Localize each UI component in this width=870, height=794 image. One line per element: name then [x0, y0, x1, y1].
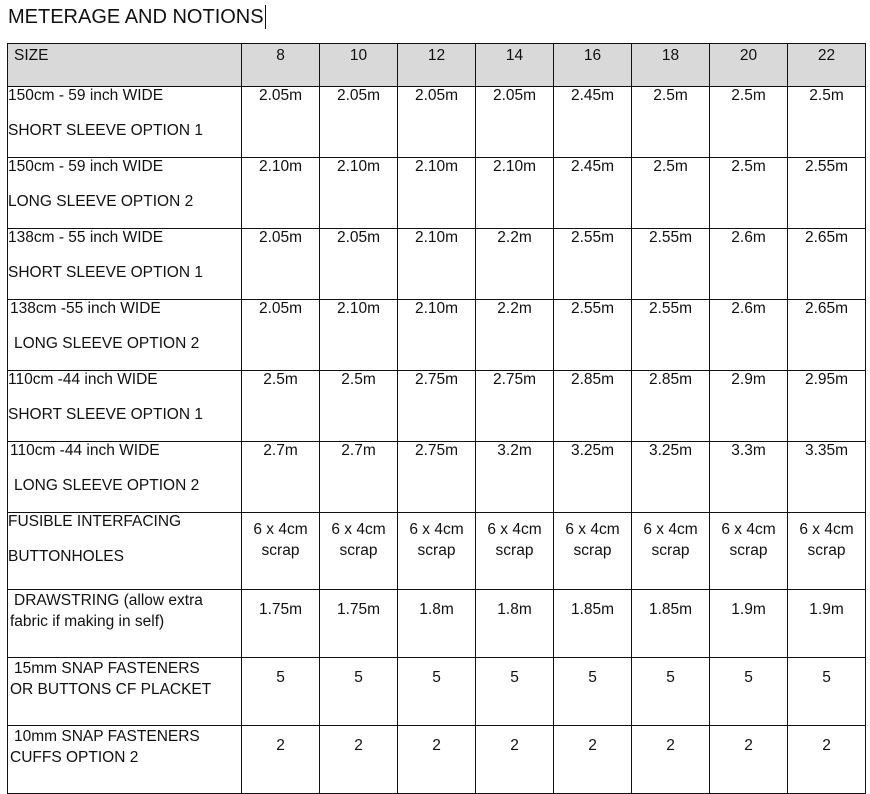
table-cell: 2.45m	[554, 87, 632, 158]
table-cell: 5	[476, 658, 554, 726]
table-cell: 2.85m	[554, 371, 632, 442]
cell-line: scrap	[651, 542, 690, 559]
table-cell	[242, 513, 320, 590]
table-cell: 2.5m	[320, 371, 398, 442]
header-cell: SIZE	[8, 44, 242, 87]
table-cell: 2.05m	[242, 300, 320, 371]
row-label-line: 15mm SNAP FASTENERS	[14, 660, 200, 677]
cell-line: scrap	[807, 542, 846, 559]
table-cell: 2.65m	[788, 300, 866, 371]
table-cell: 2	[476, 726, 554, 794]
cell-line: scrap	[573, 542, 612, 559]
row-label-line: FUSIBLE INTERFACING	[8, 513, 182, 530]
page-title: METERAGE AND NOTIONS	[8, 5, 264, 28]
table-cell: 1.8m	[398, 590, 476, 658]
table-cell: 5	[242, 658, 320, 726]
header-cell: 14	[476, 44, 554, 87]
row-label-line: 138cm -55 inch WIDE	[10, 300, 161, 317]
table-cell: 2.7m	[242, 442, 320, 513]
row-label-line: LONG SLEEVE OPTION 2	[14, 477, 200, 494]
table-cell: 2.5m	[632, 158, 710, 229]
table-cell: 1.75m	[320, 590, 398, 658]
cell-line: scrap	[261, 542, 300, 559]
cell-line: scrap	[729, 542, 768, 559]
table-cell: 2	[320, 726, 398, 794]
table-row	[8, 229, 866, 300]
table-cell: 2.45m	[554, 158, 632, 229]
table-cell: 2.05m	[320, 229, 398, 300]
row-label-line: 10mm SNAP FASTENERS	[14, 728, 200, 745]
table-cell: 2.2m	[476, 229, 554, 300]
table-cell: 2.7m	[320, 442, 398, 513]
row-label	[8, 726, 242, 794]
row-label	[8, 442, 242, 513]
table-cell: 2.2m	[476, 300, 554, 371]
table-cell: 5	[710, 658, 788, 726]
row-label	[8, 513, 242, 590]
cell-line: 6 x 4cm	[643, 521, 698, 538]
row-label-line: LONG SLEEVE OPTION 2	[8, 193, 194, 210]
table-cell: 2.75m	[398, 371, 476, 442]
table-cell: 2.05m	[242, 229, 320, 300]
header-cell: 22	[788, 44, 866, 87]
table-row	[8, 658, 866, 726]
cell-line: scrap	[495, 542, 534, 559]
table-cell: 2.65m	[788, 229, 866, 300]
row-label-line: DRAWSTRING (allow extra	[14, 592, 203, 609]
table-cell: 2.6m	[710, 229, 788, 300]
text-cursor	[265, 5, 266, 29]
row-label-line: SHORT SLEEVE OPTION 1	[8, 122, 203, 139]
table-cell: 2.05m	[398, 87, 476, 158]
table-cell: 1.9m	[710, 590, 788, 658]
table-cell: 2.5m	[632, 87, 710, 158]
table-cell: 2.05m	[242, 87, 320, 158]
table-cell: 5	[398, 658, 476, 726]
table-cell: 2.10m	[398, 158, 476, 229]
cell-line: 6 x 4cm	[253, 521, 308, 538]
table-cell: 2	[398, 726, 476, 794]
row-label-line: OR BUTTONS CF PLACKET	[10, 681, 212, 698]
table-cell: 2.6m	[710, 300, 788, 371]
table-cell: 2.5m	[710, 87, 788, 158]
row-label	[8, 658, 242, 726]
table-cell: 2.10m	[398, 300, 476, 371]
table-cell: 2.95m	[788, 371, 866, 442]
table-row	[8, 158, 866, 229]
table-cell: 3.25m	[632, 442, 710, 513]
table-cell: 2.9m	[710, 371, 788, 442]
row-label	[8, 371, 242, 442]
table-cell: 2.10m	[476, 158, 554, 229]
row-label-line: 110cm -44 inch WIDE	[8, 371, 158, 388]
table-cell: 2.55m	[632, 229, 710, 300]
table-row	[8, 726, 866, 794]
row-label-line: SHORT SLEEVE OPTION 1	[8, 264, 203, 281]
table-cell: 2.55m	[632, 300, 710, 371]
title-area[interactable]	[8, 4, 266, 30]
table-cell: 5	[788, 658, 866, 726]
cell-line: 6 x 4cm	[721, 521, 776, 538]
table-row	[8, 300, 866, 371]
table-cell: 2.5m	[788, 87, 866, 158]
table-cell: 2.5m	[242, 371, 320, 442]
table-cell: 3.3m	[710, 442, 788, 513]
meterage-table	[7, 43, 866, 794]
table-cell: 3.25m	[554, 442, 632, 513]
row-label-line: 150cm - 59 inch WIDE	[8, 87, 164, 104]
cell-line: 6 x 4cm	[565, 521, 620, 538]
header-cell: 18	[632, 44, 710, 87]
row-label-line: 110cm -44 inch WIDE	[10, 442, 160, 459]
table-cell: 2.10m	[320, 158, 398, 229]
table-cell: 1.75m	[242, 590, 320, 658]
table-row	[8, 513, 866, 590]
row-label	[8, 158, 242, 229]
row-label-line: 150cm - 59 inch WIDE	[8, 158, 164, 175]
table-cell: 1.85m	[632, 590, 710, 658]
row-label	[8, 590, 242, 658]
table-cell: 2.10m	[242, 158, 320, 229]
header-cell: 20	[710, 44, 788, 87]
table-cell	[398, 513, 476, 590]
row-label	[8, 229, 242, 300]
header-cell: 16	[554, 44, 632, 87]
table-cell: 2	[554, 726, 632, 794]
cell-line: 6 x 4cm	[487, 521, 542, 538]
table-cell	[632, 513, 710, 590]
table-cell: 2.55m	[788, 158, 866, 229]
cell-line: 6 x 4cm	[409, 521, 464, 538]
table-cell: 2.55m	[554, 300, 632, 371]
table-cell	[320, 513, 398, 590]
cell-line: scrap	[417, 542, 456, 559]
table-cell: 1.8m	[476, 590, 554, 658]
table-cell: 2	[710, 726, 788, 794]
table-cell: 3.35m	[788, 442, 866, 513]
table-cell: 5	[632, 658, 710, 726]
table-cell	[554, 513, 632, 590]
table-cell: 2.10m	[320, 300, 398, 371]
row-label-line: CUFFS OPTION 2	[10, 749, 139, 766]
cell-line: scrap	[339, 542, 378, 559]
table-cell: 2.55m	[554, 229, 632, 300]
row-label-line: BUTTONHOLES	[8, 548, 124, 565]
table-cell: 2	[242, 726, 320, 794]
row-label	[8, 87, 242, 158]
table-cell: 2.10m	[398, 229, 476, 300]
table-cell: 1.9m	[788, 590, 866, 658]
table-cell: 5	[554, 658, 632, 726]
table-cell: 2.75m	[398, 442, 476, 513]
header-cell: 8	[242, 44, 320, 87]
cell-line: 6 x 4cm	[331, 521, 386, 538]
table-cell: 5	[320, 658, 398, 726]
table-cell	[710, 513, 788, 590]
table-row	[8, 590, 866, 658]
table-cell	[788, 513, 866, 590]
table-cell: 2.85m	[632, 371, 710, 442]
table-cell: 2	[632, 726, 710, 794]
table-cell: 2.05m	[476, 87, 554, 158]
table-cell: 2.5m	[710, 158, 788, 229]
table-cell: 1.85m	[554, 590, 632, 658]
header-cell: 12	[398, 44, 476, 87]
row-label-line: SHORT SLEEVE OPTION 1	[8, 406, 203, 423]
table-cell: 2.75m	[476, 371, 554, 442]
table-row	[8, 371, 866, 442]
cell-line: 6 x 4cm	[799, 521, 854, 538]
table-row	[8, 442, 866, 513]
row-label	[8, 300, 242, 371]
row-label-line: fabric if making in self)	[10, 613, 165, 630]
row-label-line: LONG SLEEVE OPTION 2	[14, 335, 200, 352]
table-cell	[476, 513, 554, 590]
header-cell: 10	[320, 44, 398, 87]
table-cell: 3.2m	[476, 442, 554, 513]
table-cell: 2	[788, 726, 866, 794]
table-row	[8, 87, 866, 158]
table-cell: 2.05m	[320, 87, 398, 158]
row-label-line: 138cm - 55 inch WIDE	[8, 229, 164, 246]
header-row	[8, 44, 866, 87]
